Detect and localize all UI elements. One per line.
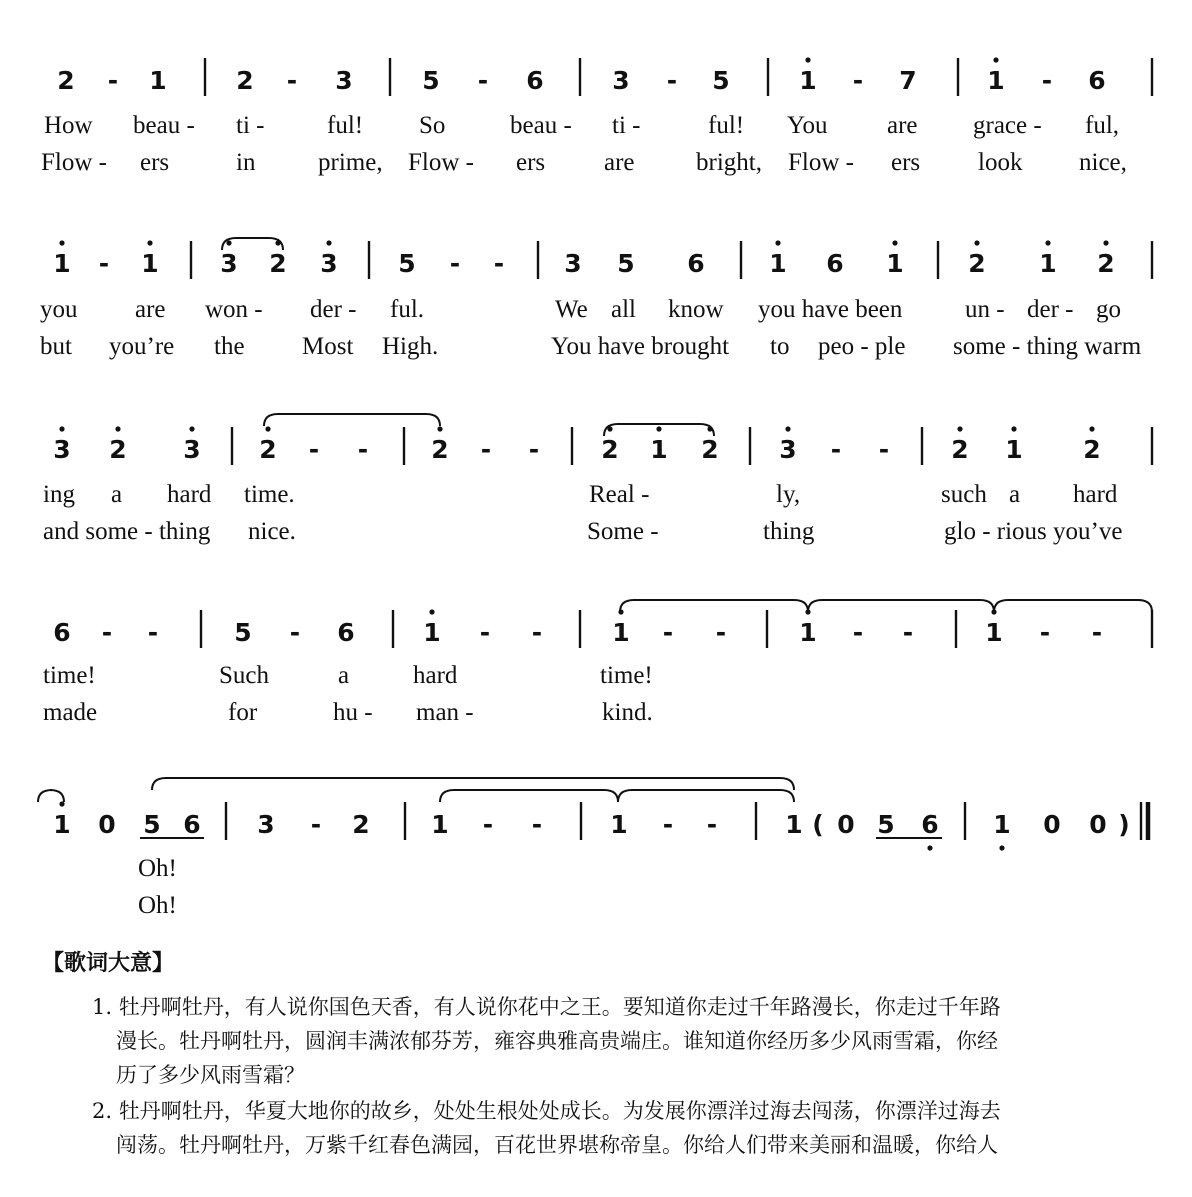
- octave-dot-high: [1011, 426, 1016, 431]
- note: 1: [993, 810, 1011, 839]
- note: 3: [220, 249, 238, 278]
- lyric-verse-2: ers: [140, 149, 170, 176]
- duration-dash: -: [357, 435, 369, 464]
- lyric-verse-2: hu -: [333, 699, 373, 726]
- duration-dash: -: [289, 618, 301, 647]
- lyric-verse-2: but: [40, 333, 72, 360]
- lyric-verse-2: some - thing warm: [953, 333, 1142, 360]
- lyric-verse-2: thing: [763, 518, 815, 545]
- lyric-verse-1: go: [1096, 296, 1121, 323]
- octave-dot-high: [892, 240, 897, 245]
- lyric-verse-1: der -: [310, 296, 357, 323]
- lyric-verse-1: know: [668, 296, 724, 323]
- lyric-verse-2: look: [978, 149, 1023, 176]
- note: 3: [335, 66, 353, 95]
- note: 1: [799, 66, 817, 95]
- octave-dot-high: [59, 240, 64, 245]
- lyric-verse-1: time!: [600, 662, 653, 689]
- note: 6: [53, 618, 71, 647]
- note: 5: [617, 249, 635, 278]
- note: 2: [601, 435, 619, 464]
- lyric-verse-2: Some -: [587, 518, 659, 545]
- note: 6: [183, 810, 201, 839]
- duration-dash: -: [479, 618, 491, 647]
- octave-dot-high: [805, 57, 810, 62]
- duration-dash: -: [1039, 618, 1051, 647]
- lyric-verse-1: Oh!: [138, 855, 177, 882]
- lyric-verse-2: are: [604, 149, 635, 176]
- translation-verse-2: [92, 1094, 1001, 1162]
- lyric-verse-2: ers: [516, 149, 546, 176]
- lyric-verse-2: Flow -: [408, 149, 474, 176]
- lyric-verse-2: to: [770, 333, 790, 360]
- duration-dash: -: [493, 249, 505, 278]
- lyric-verse-2: for: [228, 699, 258, 726]
- note: 5: [234, 618, 252, 647]
- duration-dash: -: [878, 435, 890, 464]
- lyric-verse-2: Flow -: [41, 149, 107, 176]
- octave-dot-high: [1089, 426, 1094, 431]
- lyric-verse-2: the: [214, 333, 245, 360]
- translation-verse-1: [92, 990, 1001, 1092]
- note: 3: [53, 435, 71, 464]
- lyric-verse-1: hard: [1073, 481, 1118, 508]
- note: 1: [886, 249, 904, 278]
- lyric-verse-1: are: [135, 296, 166, 323]
- note: 2: [269, 249, 287, 278]
- note: 3: [779, 435, 797, 464]
- lyric-verse-2: in: [236, 149, 256, 176]
- lyric-verse-1: der -: [1027, 296, 1074, 323]
- octave-dot-high: [437, 426, 442, 431]
- note: 1: [141, 249, 159, 278]
- lyric-verse-1: such: [941, 481, 987, 508]
- note: 3: [183, 435, 201, 464]
- note: 2: [1097, 249, 1115, 278]
- duration-dash: -: [98, 249, 110, 278]
- duration-dash: -: [1041, 66, 1053, 95]
- duration-dash: -: [852, 66, 864, 95]
- note: 0: [837, 810, 855, 839]
- bracket: ): [1118, 810, 1130, 839]
- note: 1: [985, 618, 1003, 647]
- note: 1: [53, 249, 71, 278]
- lyric-verse-1: You: [787, 112, 828, 139]
- duration-dash: -: [480, 435, 492, 464]
- note: 6: [1088, 66, 1106, 95]
- duration-dash: -: [477, 66, 489, 95]
- lyric-verse-2: You have brought: [551, 333, 730, 360]
- note: 2: [259, 435, 277, 464]
- octave-dot-high: [115, 426, 120, 431]
- note: 2: [109, 435, 127, 464]
- note: 3: [564, 249, 582, 278]
- duration-dash: -: [715, 618, 727, 647]
- note: 6: [526, 66, 544, 95]
- lyric-verse-1: ful,: [1085, 112, 1120, 139]
- note: 1: [149, 66, 167, 95]
- octave-dot-high: [957, 426, 962, 431]
- octave-dot-high: [226, 240, 231, 245]
- lyric-verse-2: and some - thing: [43, 518, 211, 545]
- lyric-verse-1: all: [611, 296, 636, 323]
- note: 1: [769, 249, 787, 278]
- note: 1: [610, 810, 628, 839]
- note: 0: [1043, 810, 1061, 839]
- lyrics-layer: [40, 112, 1142, 919]
- duration-dash: -: [528, 435, 540, 464]
- duration-dash: -: [1091, 618, 1103, 647]
- verse-2-line: 2. 牡丹啊牡丹，华夏大地你的故乡，处处生根处处成长。为发展你漂洋过海去闯荡，你漂洋过海去: [92, 1099, 1001, 1123]
- lyric-verse-2: Flow -: [788, 149, 854, 176]
- slur-tie: [620, 600, 808, 612]
- duration-dash: -: [310, 810, 322, 839]
- octave-dot-high: [326, 240, 331, 245]
- lyric-verse-1: hard: [167, 481, 212, 508]
- note: 7: [899, 66, 917, 95]
- note: 2: [951, 435, 969, 464]
- note: 1: [1039, 249, 1057, 278]
- note: 1: [423, 618, 441, 647]
- note: 1: [1005, 435, 1023, 464]
- lyric-verse-2: kind.: [602, 699, 653, 726]
- lyric-verse-1: won -: [205, 296, 263, 323]
- translation-title: 【歌词大意】: [42, 951, 175, 976]
- note: 2: [1083, 435, 1101, 464]
- lyric-verse-1: you have been: [758, 296, 903, 323]
- lyric-verse-1: are: [887, 112, 918, 139]
- lyric-verse-1: you: [40, 296, 78, 323]
- slur-tie: [808, 600, 994, 612]
- duration-dash: -: [830, 435, 842, 464]
- slur-tie: [994, 600, 1152, 612]
- note: 6: [337, 618, 355, 647]
- duration-dash: -: [308, 435, 320, 464]
- note: 2: [352, 810, 370, 839]
- lyric-verse-1: a: [111, 481, 123, 508]
- lyric-verse-1: Real -: [589, 481, 650, 508]
- lyric-verse-2: Oh!: [138, 892, 177, 919]
- duration-dash: -: [482, 810, 494, 839]
- duration-dash: -: [101, 618, 113, 647]
- verse-1-line: 历了多少风雨雪霜？: [116, 1063, 305, 1087]
- lyric-verse-2: glo - rious you’ve: [944, 518, 1123, 545]
- lyric-verse-1: beau -: [133, 112, 195, 139]
- duration-dash: -: [107, 66, 119, 95]
- note: 5: [398, 249, 416, 278]
- lyric-verse-2: Most: [302, 333, 354, 360]
- slur-tie: [618, 790, 794, 802]
- duration-dash: -: [147, 618, 159, 647]
- octave-dot-high: [189, 426, 194, 431]
- note: 2: [431, 435, 449, 464]
- note: 1: [612, 618, 630, 647]
- note: 5: [143, 810, 161, 839]
- slur-tie: [152, 778, 794, 790]
- duration-dash: -: [531, 618, 543, 647]
- lyric-verse-1: ful!: [708, 112, 745, 139]
- duration-dash: -: [902, 618, 914, 647]
- slur-tie: [440, 790, 618, 802]
- note: 3: [257, 810, 275, 839]
- lyric-verse-2: nice,: [1079, 149, 1127, 176]
- bracket: (: [812, 810, 824, 839]
- note: 5: [422, 66, 440, 95]
- lyric-verse-1: ti -: [236, 112, 265, 139]
- octave-dot-low: [999, 845, 1004, 850]
- lyric-verse-1: ful.: [390, 296, 425, 323]
- duration-dash: -: [449, 249, 461, 278]
- note: 2: [57, 66, 75, 95]
- verse-1-line: 漫长。牡丹啊牡丹，圆润丰满浓郁芬芳，雍容典雅高贵端庄。谁知道你经历多少风雨雪霜，你经: [116, 1029, 998, 1053]
- notes-layer: [53, 66, 1129, 839]
- note: 3: [320, 249, 338, 278]
- lyric-verse-2: bright,: [696, 149, 762, 176]
- slur-tie: [264, 414, 440, 426]
- note: 6: [826, 249, 844, 278]
- note: 3: [612, 66, 630, 95]
- octave-dot-high: [429, 609, 434, 614]
- lyric-verse-1: How: [44, 112, 93, 139]
- lyric-verse-2: ers: [891, 149, 921, 176]
- note: 1: [987, 66, 1005, 95]
- lyric-verse-1: a: [338, 662, 350, 689]
- note: 5: [877, 810, 895, 839]
- note: 2: [236, 66, 254, 95]
- slur-tie: [38, 790, 64, 802]
- lyric-verse-1: Such: [219, 662, 269, 689]
- octave-dot-high: [974, 240, 979, 245]
- lyric-verse-1: a: [1009, 481, 1021, 508]
- octave-dot-high: [59, 426, 64, 431]
- lyric-verse-2: man -: [416, 699, 474, 726]
- octave-dot-high: [993, 57, 998, 62]
- note: 0: [98, 810, 116, 839]
- duration-dash: -: [662, 618, 674, 647]
- lyric-verse-2: nice.: [248, 518, 296, 545]
- octave-dot-high: [1045, 240, 1050, 245]
- note: 1: [785, 810, 803, 839]
- lyric-verse-1: time!: [43, 662, 96, 689]
- lyric-verse-1: ing: [43, 481, 75, 508]
- octave-dot-high: [785, 426, 790, 431]
- note: 2: [968, 249, 986, 278]
- verse-2-line: 闯荡。牡丹啊牡丹，万紫千红春色满园，百花世界堪称帝皇。你给人们带来美丽和温暖，你给人: [116, 1133, 998, 1157]
- verse-1-line: 1. 牡丹啊牡丹，有人说你国色天香，有人说你花中之王。要知道你走过千年路漫长，你走过千年路: [92, 995, 1001, 1019]
- lyric-verse-1: ly,: [776, 481, 801, 508]
- lyric-verse-2: peo - ple: [818, 333, 906, 360]
- lyric-verse-1: grace -: [973, 112, 1042, 139]
- duration-dash: -: [662, 810, 674, 839]
- note: 1: [431, 810, 449, 839]
- lyric-verse-2: High.: [382, 333, 439, 360]
- note: 5: [712, 66, 730, 95]
- octave-dot-high: [59, 801, 64, 806]
- note: 0: [1089, 810, 1107, 839]
- lyric-verse-1: So: [419, 112, 446, 139]
- lyric-verse-1: ti -: [612, 112, 641, 139]
- octave-dot-high: [775, 240, 780, 245]
- duration-dash: -: [286, 66, 298, 95]
- duration-dash: -: [666, 66, 678, 95]
- lyric-verse-1: We: [555, 296, 588, 323]
- lyric-verse-2: you’re: [109, 333, 175, 360]
- lyric-verse-1: ful!: [327, 112, 364, 139]
- octave-dot-high: [656, 426, 661, 431]
- duration-dash: -: [706, 810, 718, 839]
- note: 2: [701, 435, 719, 464]
- octave-dot-high: [147, 240, 152, 245]
- octave-dot-high: [265, 426, 270, 431]
- note: 6: [687, 249, 705, 278]
- note: 1: [799, 618, 817, 647]
- octave-dot-low: [927, 845, 932, 850]
- lyric-verse-2: made: [43, 699, 98, 726]
- lyric-verse-2: prime,: [318, 149, 383, 176]
- lyric-verse-1: beau -: [510, 112, 572, 139]
- lyric-verse-1: time.: [244, 481, 295, 508]
- lyric-verse-1: hard: [413, 662, 458, 689]
- duration-dash: -: [531, 810, 543, 839]
- note: 6: [921, 810, 939, 839]
- note: 1: [53, 810, 71, 839]
- lyric-verse-1: un -: [965, 296, 1005, 323]
- octave-dot-high: [1103, 240, 1108, 245]
- note: 1: [650, 435, 668, 464]
- marks-layer: [38, 57, 1152, 850]
- duration-dash: -: [852, 618, 864, 647]
